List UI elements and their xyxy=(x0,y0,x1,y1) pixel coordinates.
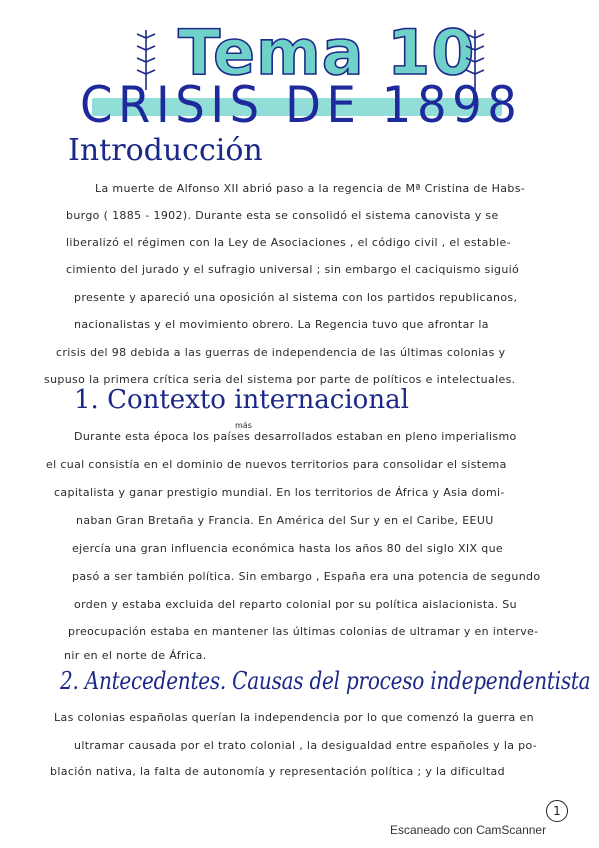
intro-line: supuso la primera crítica seria del sistema por parte de políticos e intelectuales. xyxy=(44,373,516,386)
page-title: Tema 10 xyxy=(178,16,476,89)
title-block xyxy=(0,10,599,140)
intro-line: burgo ( 1885 - 1902). Durante esta se consolidó el sistema canovista y se xyxy=(66,209,499,222)
context-line: el cual consistía en el dominio de nuevos territorios para consolidar el sistema xyxy=(46,458,507,471)
intro-line: crisis del 98 debida a las guerras de independencia de las últimas colonias y xyxy=(56,346,506,359)
context-line: ejercía una gran influencia económica hasta los años 80 del siglo XIX que xyxy=(72,542,504,555)
heading-antecedentes: 2. Antecedentes. Causas del proceso independentista xyxy=(60,667,591,695)
page-number-badge: 1 xyxy=(546,800,568,822)
intro-line: liberalizó el régimen con la Ley de Asociaciones , el código civil , el estable- xyxy=(66,236,511,249)
heading-introduccion: Introducción xyxy=(68,133,263,168)
context-line: Durante esta época los países desarrollados estaban en pleno imperialismo xyxy=(74,430,517,443)
context-line: pasó a ser también política. Sin embargo , España era una potencia de segundo xyxy=(72,570,541,583)
scanner-watermark: Escaneado con CamScanner xyxy=(390,823,547,837)
page-subtitle: CRISIS DE 1898 xyxy=(80,76,523,134)
context-line: orden y estaba excluida del reparto colonial por su política aislacionista. Su xyxy=(74,598,517,611)
antecedents-line: Las colonias españolas querían la independencia por lo que comenzó la guerra en xyxy=(54,711,534,724)
heading-contexto-internacional: 1. Contexto internacional xyxy=(74,385,409,415)
inserted-word-mas: más xyxy=(235,421,252,430)
context-line: capitalista y ganar prestigio mundial. En los territorios de África y Asia domi- xyxy=(54,486,505,499)
antecedents-line: ultramar causada por el trato colonial , la desigualdad entre españoles y la po- xyxy=(74,739,538,752)
intro-line: cimiento del jurado y el sufragio universal ; sin embargo el caciquismo siguió xyxy=(66,263,520,276)
intro-line: presente y apareció una oposición al sistema con los partidos republicanos, xyxy=(74,291,518,304)
intro-line: La muerte de Alfonso XII abrió paso a la regencia de Mª Cristina de Habs- xyxy=(95,182,526,195)
intro-line: nacionalistas y el movimiento obrero. La Regencia tuvo que afrontar la xyxy=(74,318,489,331)
antecedents-line: blación nativa, la falta de autonomía y representación política ; y la dificultad xyxy=(50,765,505,778)
context-line: preocupación estaba en mantener las últimas colonias de ultramar y en interve- xyxy=(68,625,539,638)
context-line: nir en el norte de África. xyxy=(64,649,207,662)
context-line: naban Gran Bretaña y Francia. En América del Sur y en el Caribe, EEUU xyxy=(76,514,494,527)
